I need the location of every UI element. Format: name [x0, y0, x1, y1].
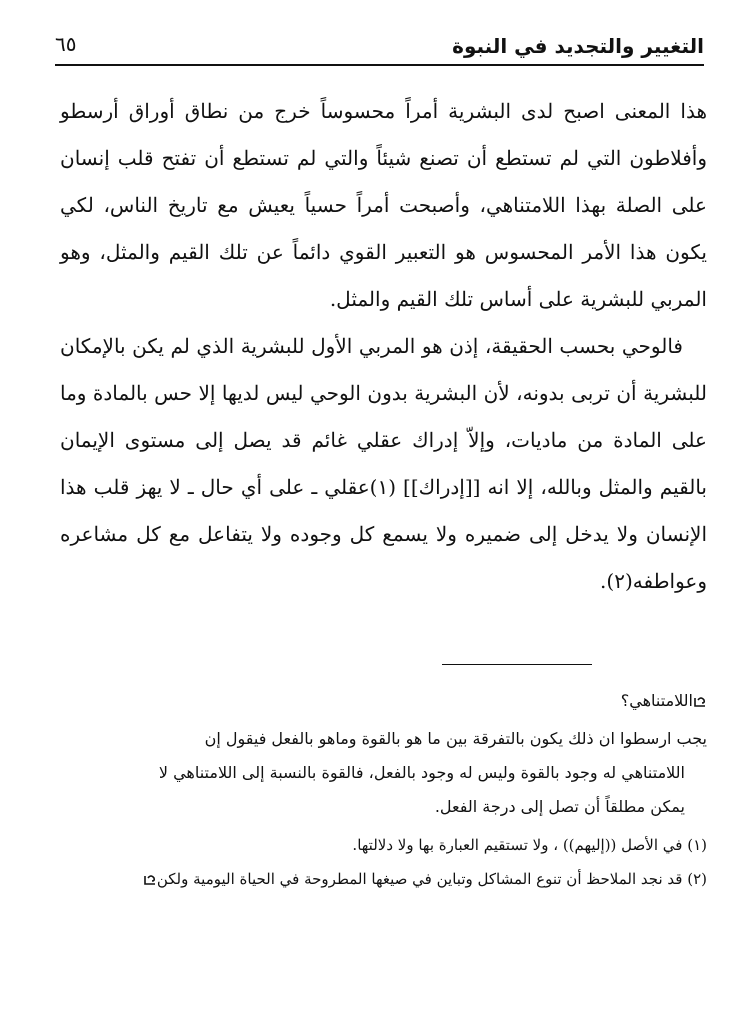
footnote-separator [442, 664, 592, 665]
handwritten-line-1: اللامتناهي؟ [60, 684, 707, 718]
body-paragraph-2-end: . [600, 569, 607, 593]
footnotes [60, 828, 707, 896]
footnote-ref-1: (١) [369, 475, 396, 499]
running-title: التغيير والتجديد في النبوة [452, 34, 704, 58]
footnote-1-text: في الأصل ((إليهم)) ، ولا تستقيم العبارة بها ولا دلالتها. [352, 836, 683, 854]
body-paragraph-2-part-b: عقلي ـ على أي حال ـ لا يهز قلب هذا الإنسان ولا يدخل إلى ضميره ولا يسمع كل وجوده ولا يتفاعل مع كل مشاعره وعواطفه [60, 475, 708, 593]
page-number: ٦٥ [55, 32, 77, 56]
handwritten-mark-icon [693, 695, 707, 709]
notes-section [60, 684, 707, 896]
footnote-2 [60, 862, 707, 896]
handwritten-mark-icon [143, 873, 157, 887]
handwritten-line-3: اللامتناهي له وجود بالقوة وليس له وجود بالفعل، فالقوة بالنسبة إلى اللامتناهي لا [158, 763, 685, 782]
body-paragraph-1: هذا المعنى اصبح لدى البشرية أمراً محسوساً خرج من نطاق أوراق أرسطو وأفلاطون التي لم تستطع أن تصنع شيئاً والتي لم تستطع أن تفتح قلب إنسان على الصلة بهذا اللامتناهي، وأصبحت أمراً حسياً يعيش مع تاريخ الناس، لكي يكون هذا الأمر المحسوس هو التعبير القوي دائماً عن تلك القيم والمثل، وهو المربي للبشرية على أساس تلك القيم والمثل. [60, 99, 707, 311]
running-header [55, 30, 704, 66]
main-text [60, 88, 707, 605]
footnote-2-marker: (٢) [687, 870, 707, 888]
footnote-ref-2: (٢) [606, 569, 633, 593]
footnote-2-text: قد نجد الملاحظ أن تنوع المشاكل وتباين في صيغها المطروحة في الحياة اليومية ولكن [156, 870, 683, 888]
footnote-1 [60, 828, 707, 862]
handwritten-note [60, 684, 707, 824]
body-paragraph-2-part-a: فالوحي بحسب الحقيقة، إذن هو المربي الأول للبشرية الذي لم يكن بالإمكان للبشرية أن تربى بدونه، لأن البشرية بدون الوحي ليس لديها إلا حس بالمادة وما على المادة من ماديات، وإلاّ إدراك عقلي غائم قد يصل إلى مستوى الإيمان بالقيم والمثل وبالله، إلا انه [[إدراك]] [60, 334, 707, 499]
footnote-1-marker: (١) [687, 836, 707, 854]
body-paragraph-2 [60, 323, 707, 605]
handwritten-line-4: يمكن مطلقاً أن تصل إلى درجة الفعل. [434, 797, 685, 816]
handwritten-line-2: يجب ارسطوا ان ذلك يكون بالتفرقة بين ما هو بالقوة وماهو بالفعل فيقول إن [204, 729, 707, 748]
